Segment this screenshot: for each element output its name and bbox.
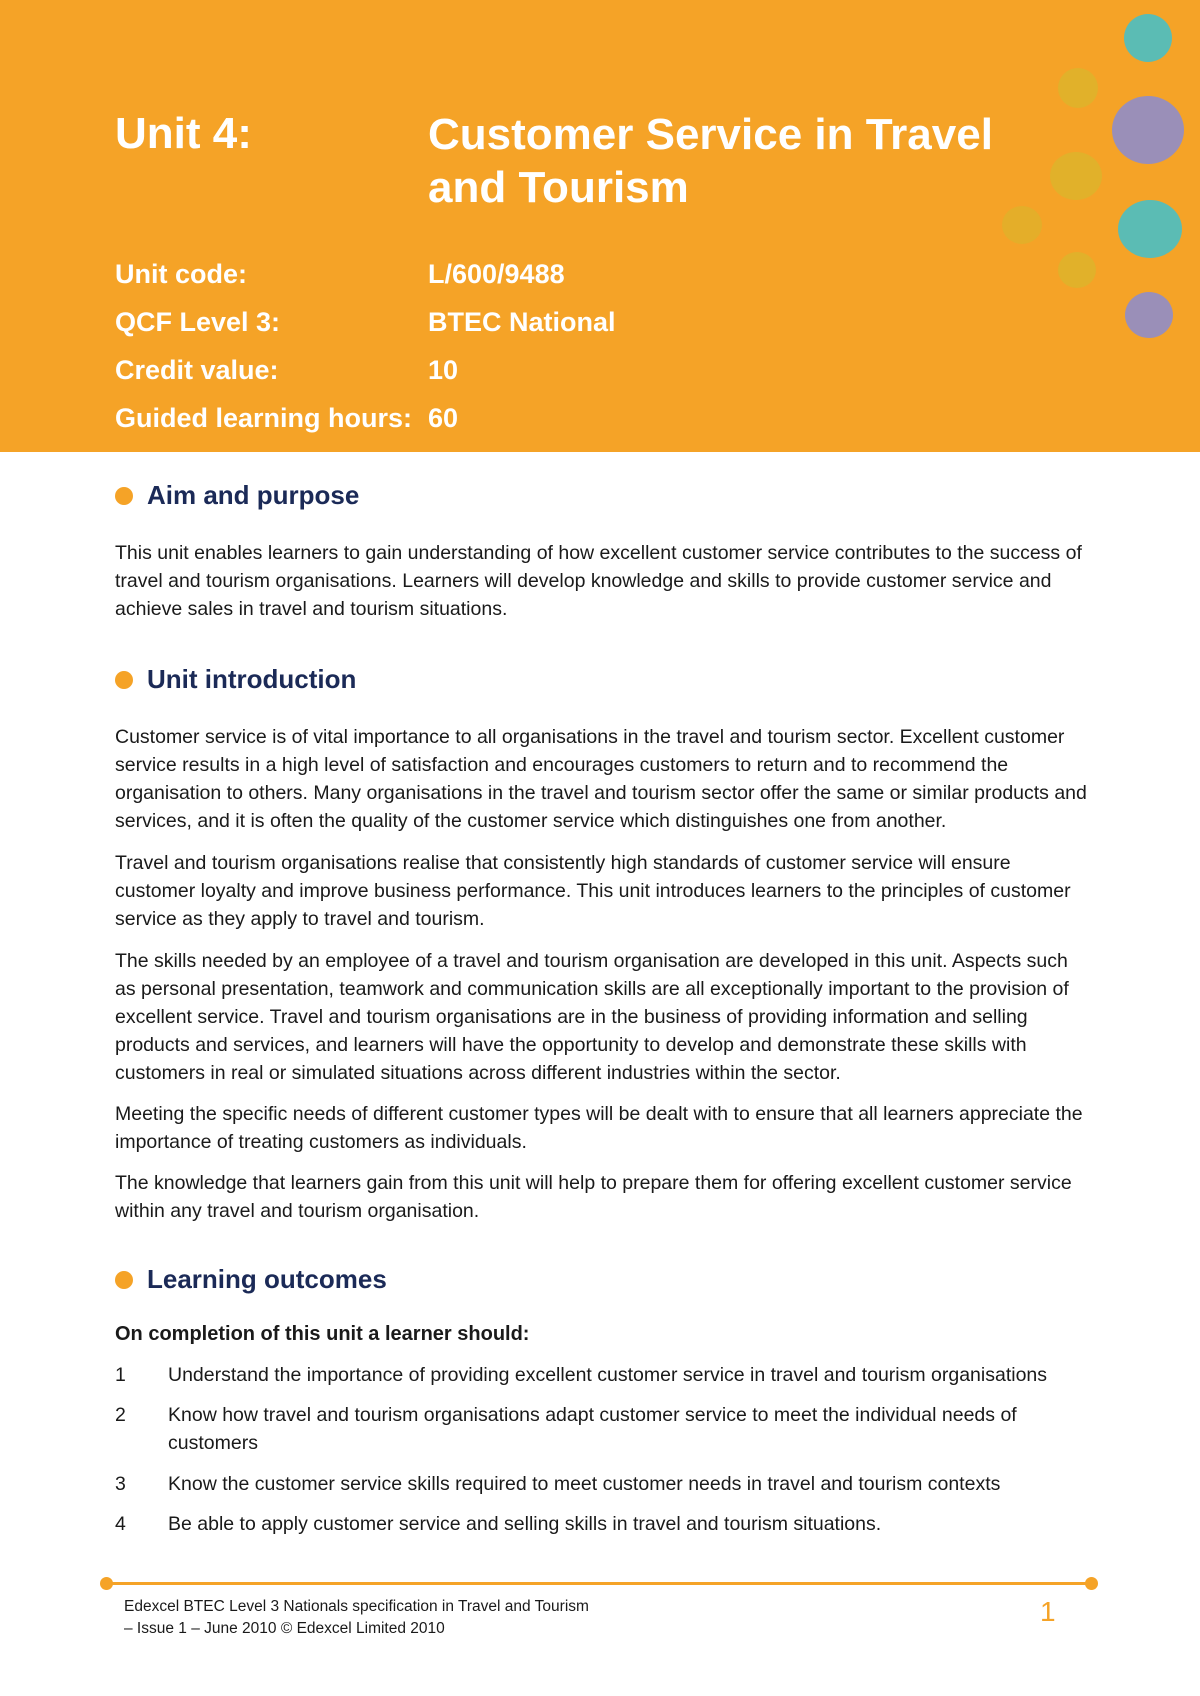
outcome-text: Be able to apply customer service and selling skills in travel and tourism situations. <box>168 1513 882 1535</box>
intro-paragraph: Meeting the specific needs of different customer types will be dealt with to ensure that all learners appreciate the importance of treating customers as individuals. <box>115 1103 1083 1153</box>
outcome-text: Understand the importance of providing excellent customer service in travel and tourism organisations <box>168 1364 1048 1386</box>
outcome-number: 2 <box>115 1404 126 1426</box>
intro-paragraph: Travel and tourism organisations realise that consistently high standards of customer service will ensure customer loyalty and improve business performance. This unit introduces learners to the principles of customer service as they apply to travel and tourism. <box>115 852 1071 930</box>
outcome-number: 1 <box>115 1364 126 1386</box>
outcome-item <box>115 1361 1090 1389</box>
section-heading-aim <box>115 480 359 511</box>
footer-line-1: Edexcel BTEC Level 3 Nationals specification in Travel and Tourism <box>124 1598 589 1615</box>
outcome-item <box>115 1510 1090 1538</box>
section-title: Aim and purpose <box>147 480 360 510</box>
meta-value: L/600/9488 <box>428 258 565 289</box>
meta-label: QCF Level 3: <box>115 306 281 337</box>
outcomes-lead: On completion of this unit a learner should: <box>115 1323 530 1345</box>
intro-paragraph: The knowledge that learners gain from this unit will help to prepare them for offering excellent customer service within any travel and tourism organisation. <box>115 1172 1072 1222</box>
decorative-dot <box>1124 14 1172 62</box>
page-number: 1 <box>1040 1596 1056 1627</box>
intro-paragraph: Customer service is of vital importance to all organisations in the travel and tourism sector. Excellent customer service results in a high level of satisfaction and encourages customers to return and to recommend the organisation to others. Many organisations in the travel and tourism sector offer the same or similar products and services, and it is often the quality of the customer service which distinguishes one from another. <box>115 726 1087 832</box>
section-title: Learning outcomes <box>147 1264 387 1294</box>
outcome-item <box>115 1470 1090 1498</box>
decorative-dot <box>1058 68 1098 108</box>
decorative-dot <box>1125 292 1173 338</box>
bullet-icon <box>115 487 133 505</box>
bullet-icon <box>115 671 133 689</box>
footer-line-2: – Issue 1 – June 2010 © Edexcel Limited 2010 <box>124 1620 445 1637</box>
outcome-text: Know how travel and tourism organisations adapt customer service to meet the individual needs of customers <box>168 1404 1017 1454</box>
unit-title: Customer Service in Travel and Tourism <box>428 110 993 212</box>
meta-label: Guided learning hours: <box>115 402 413 433</box>
meta-label: Unit code: <box>115 258 247 289</box>
meta-value: 60 <box>428 402 459 433</box>
footer-dot-left <box>100 1577 113 1590</box>
footer-dot-right <box>1085 1577 1098 1590</box>
meta-row-credit-value <box>115 346 616 394</box>
decorative-dot <box>1118 200 1182 258</box>
section-heading-outcomes <box>115 1264 387 1295</box>
decorative-dot <box>1058 252 1096 288</box>
section-title: Unit introduction <box>147 664 357 694</box>
footer-divider <box>106 1582 1092 1585</box>
meta-row-unit-code <box>115 250 616 298</box>
outcome-number: 3 <box>115 1473 126 1495</box>
outcome-item <box>115 1401 1090 1457</box>
outcome-number: 4 <box>115 1513 126 1535</box>
decorative-dot <box>1112 96 1184 164</box>
unit-meta <box>115 250 616 442</box>
outcome-text: Know the customer service skills required to meet customer needs in travel and tourism contexts <box>168 1473 1001 1495</box>
aim-paragraph: This unit enables learners to gain understanding of how excellent customer service contributes to the success of travel and tourism organisations. Learners will develop knowledge and skills to provide customer service and achieve sales in travel and tourism situations. <box>115 542 1082 620</box>
unit-number: Unit 4: <box>115 109 252 158</box>
intro-paragraph: The skills needed by an employee of a travel and tourism organisation are developed in this unit. Aspects such as personal presentation, teamwork and communication skills are all exceptionally important to the provision of excellent service. Travel and tourism organisations are in the business of providing information and selling products and services, and learners will have the opportunity to develop and demonstrate these skills with customers in real or simulated situations across different industries within the sector. <box>115 950 1069 1084</box>
footer-text <box>124 1596 589 1640</box>
decorative-dot <box>1050 152 1102 200</box>
unit-header <box>0 0 1200 452</box>
meta-label: Credit value: <box>115 354 279 385</box>
meta-row-qcf-level <box>115 298 616 346</box>
bullet-icon <box>115 1271 133 1289</box>
meta-value: 10 <box>428 354 459 385</box>
meta-value: BTEC National <box>428 306 616 337</box>
meta-row-guided-hours <box>115 394 616 442</box>
section-heading-intro <box>115 664 356 695</box>
